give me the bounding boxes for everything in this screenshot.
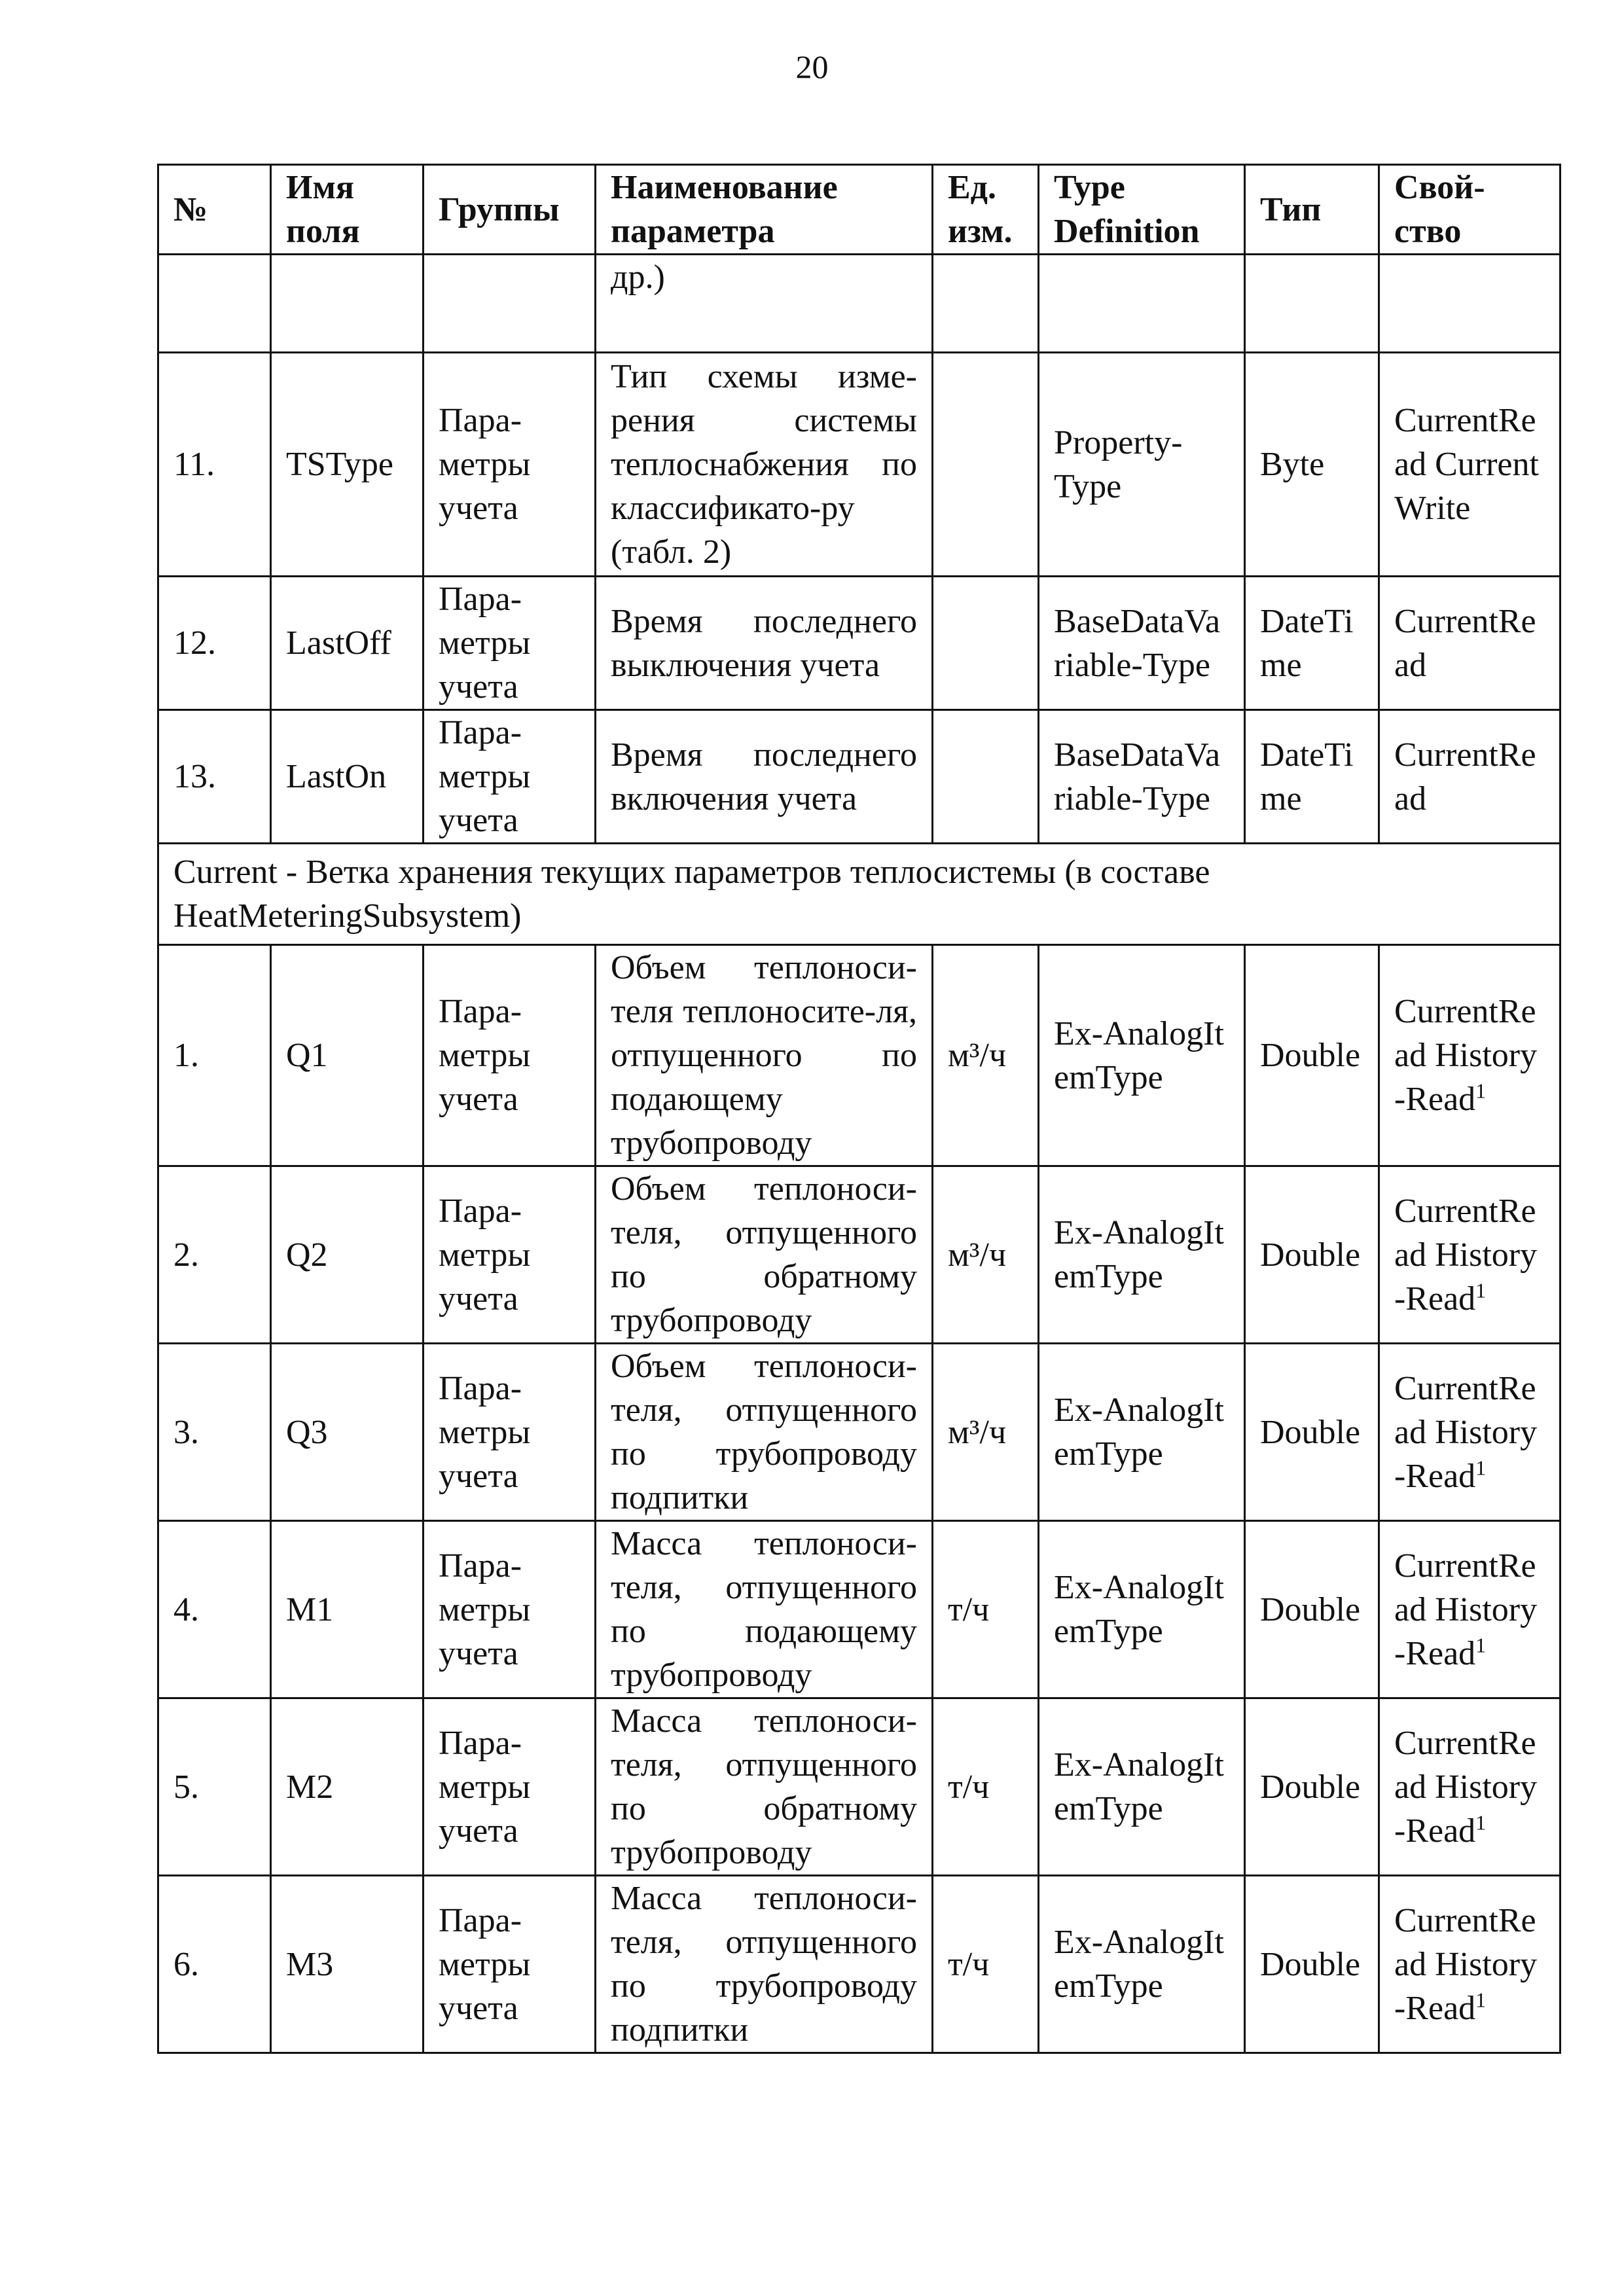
header-field-name: Имя поля <box>271 165 424 255</box>
row-group: Пара-метры учета <box>424 353 596 577</box>
table-row <box>158 710 1561 844</box>
table-row <box>158 577 1561 710</box>
table-row <box>158 1166 1561 1344</box>
row-param: Объем теплоноси-теля, отпущенного по трубопроводу подпитки <box>596 1344 933 1521</box>
section-row <box>158 844 1561 945</box>
row-num: 13. <box>158 710 271 844</box>
row-group: Пара-метры учета <box>424 710 596 844</box>
row-field-name: TSType <box>271 353 424 577</box>
row-typedef: Ex-AnalogItemType <box>1039 1521 1245 1698</box>
header-property: Свой-ство <box>1379 165 1561 255</box>
row-param: Масса теплоноси-теля, отпущенного по подающему трубопроводу <box>596 1521 933 1698</box>
row-property-text: CurrentRead History-Read <box>1394 1547 1538 1672</box>
row-property: CurrentRead <box>1379 710 1561 844</box>
row-field-name: Q3 <box>271 1344 424 1521</box>
row-param: Время последнего включения учета <box>596 710 933 844</box>
row-group: Пара-метры учета <box>424 1166 596 1344</box>
row-type: Byte <box>1245 353 1379 577</box>
row-num: 12. <box>158 577 271 710</box>
row-group: Пара-метры учета <box>424 1698 596 1876</box>
row-type: Double <box>1245 1166 1379 1344</box>
header-groups: Группы <box>424 165 596 255</box>
row-unit <box>933 353 1039 577</box>
row-typedef: BaseDataVariable-Type <box>1039 710 1245 844</box>
header-num: № <box>158 165 271 255</box>
row-group: Пара-метры учета <box>424 577 596 710</box>
continued-param-text: др.) <box>596 255 933 353</box>
row-property-text: CurrentRead History-Read <box>1394 1724 1538 1850</box>
row-param: Масса теплоноси-теля, отпущенного по трубопроводу подпитки <box>596 1876 933 2053</box>
row-field-name: Q1 <box>271 945 424 1166</box>
row-unit <box>933 577 1039 710</box>
row-group: Пара-метры учета <box>424 1521 596 1698</box>
row-field-name: M3 <box>271 1876 424 2053</box>
row-typedef: Ex-AnalogItemType <box>1039 945 1245 1166</box>
row-num: 11. <box>158 353 271 577</box>
row-param: Время последнего выключения учета <box>596 577 933 710</box>
row-param: Тип схемы изме-рения системы теплоснабжения по классификато-ру (табл. 2) <box>596 353 933 577</box>
row-property-text: CurrentRead History-Read <box>1394 1192 1538 1318</box>
row-type: Double <box>1245 1521 1379 1698</box>
header-parameter-name: Наименование параметра <box>596 165 933 255</box>
row-typedef: Ex-AnalogItemType <box>1039 1166 1245 1344</box>
row-typedef: Property-Type <box>1039 353 1245 577</box>
row-property <box>1379 1166 1561 1344</box>
row-num: 5. <box>158 1698 271 1876</box>
footnote-mark: 1 <box>1475 1079 1487 1103</box>
row-field-name: Q2 <box>271 1166 424 1344</box>
row-property-text: CurrentRead History-Read <box>1394 1901 1538 2027</box>
row-property <box>1379 1521 1561 1698</box>
footnote-mark: 1 <box>1475 1456 1487 1480</box>
row-param: Объем теплоноси-теля теплоносите-ля, отпущенного по подающему трубопроводу <box>596 945 933 1166</box>
row-param: Масса теплоноси-теля, отпущенного по обратному трубопроводу <box>596 1698 933 1876</box>
row-typedef: Ex-AnalogItemType <box>1039 1876 1245 2053</box>
section-title: Current - Ветка хранения текущих параметров теплосистемы (в составе HeatMeteringSubsystem) <box>158 844 1561 945</box>
row-type: Double <box>1245 945 1379 1166</box>
header-unit: Ед. изм. <box>933 165 1039 255</box>
row-unit: м³/ч <box>933 1344 1039 1521</box>
header-type-definition: Type Definition <box>1039 165 1245 255</box>
row-num: 4. <box>158 1521 271 1698</box>
row-field-name: M1 <box>271 1521 424 1698</box>
row-num: 6. <box>158 1876 271 2053</box>
row-property <box>1379 1344 1561 1521</box>
row-property: CurrentRead Current Write <box>1379 353 1561 577</box>
parameters-table <box>157 164 1561 2054</box>
footnote-mark: 1 <box>1475 1278 1487 1302</box>
row-property-text: CurrentRead History-Read <box>1394 1369 1538 1495</box>
row-typedef: BaseDataVariable-Type <box>1039 577 1245 710</box>
table-row <box>158 945 1561 1166</box>
row-unit <box>933 710 1039 844</box>
row-type: DateTime <box>1245 577 1379 710</box>
row-property <box>1379 945 1561 1166</box>
row-property <box>1379 1698 1561 1876</box>
footnote-mark: 1 <box>1475 1810 1487 1835</box>
row-unit: м³/ч <box>933 1166 1039 1344</box>
row-field-name: LastOff <box>271 577 424 710</box>
row-group: Пара-метры учета <box>424 945 596 1166</box>
row-typedef: Ex-AnalogItemType <box>1039 1344 1245 1521</box>
row-unit: т/ч <box>933 1876 1039 2053</box>
page-number: 20 <box>795 48 829 85</box>
row-type: DateTime <box>1245 710 1379 844</box>
row-typedef: Ex-AnalogItemType <box>1039 1698 1245 1876</box>
row-type: Double <box>1245 1698 1379 1876</box>
row-param: Объем теплоноси-теля, отпущенного по обратному трубопроводу <box>596 1166 933 1344</box>
table-row <box>158 1698 1561 1876</box>
table-header-row <box>158 165 1561 255</box>
row-type: Double <box>1245 1876 1379 2053</box>
footnote-mark: 1 <box>1475 1988 1487 2012</box>
table-row <box>158 1521 1561 1698</box>
row-group: Пара-метры учета <box>424 1876 596 2053</box>
continued-row <box>158 255 1561 353</box>
row-property-text: CurrentRead History-Read <box>1394 993 1538 1118</box>
row-num: 3. <box>158 1344 271 1521</box>
row-unit: т/ч <box>933 1698 1039 1876</box>
row-num: 1. <box>158 945 271 1166</box>
row-property <box>1379 1876 1561 2053</box>
row-field-name: LastOn <box>271 710 424 844</box>
header-type: Тип <box>1245 165 1379 255</box>
row-unit: т/ч <box>933 1521 1039 1698</box>
footnote-mark: 1 <box>1475 1633 1487 1657</box>
row-field-name: M2 <box>271 1698 424 1876</box>
row-property: CurrentRead <box>1379 577 1561 710</box>
row-unit: м³/ч <box>933 945 1039 1166</box>
row-num: 2. <box>158 1166 271 1344</box>
table-row <box>158 353 1561 577</box>
table-row <box>158 1344 1561 1521</box>
row-group: Пара-метры учета <box>424 1344 596 1521</box>
row-type: Double <box>1245 1344 1379 1521</box>
table-row <box>158 1876 1561 2053</box>
